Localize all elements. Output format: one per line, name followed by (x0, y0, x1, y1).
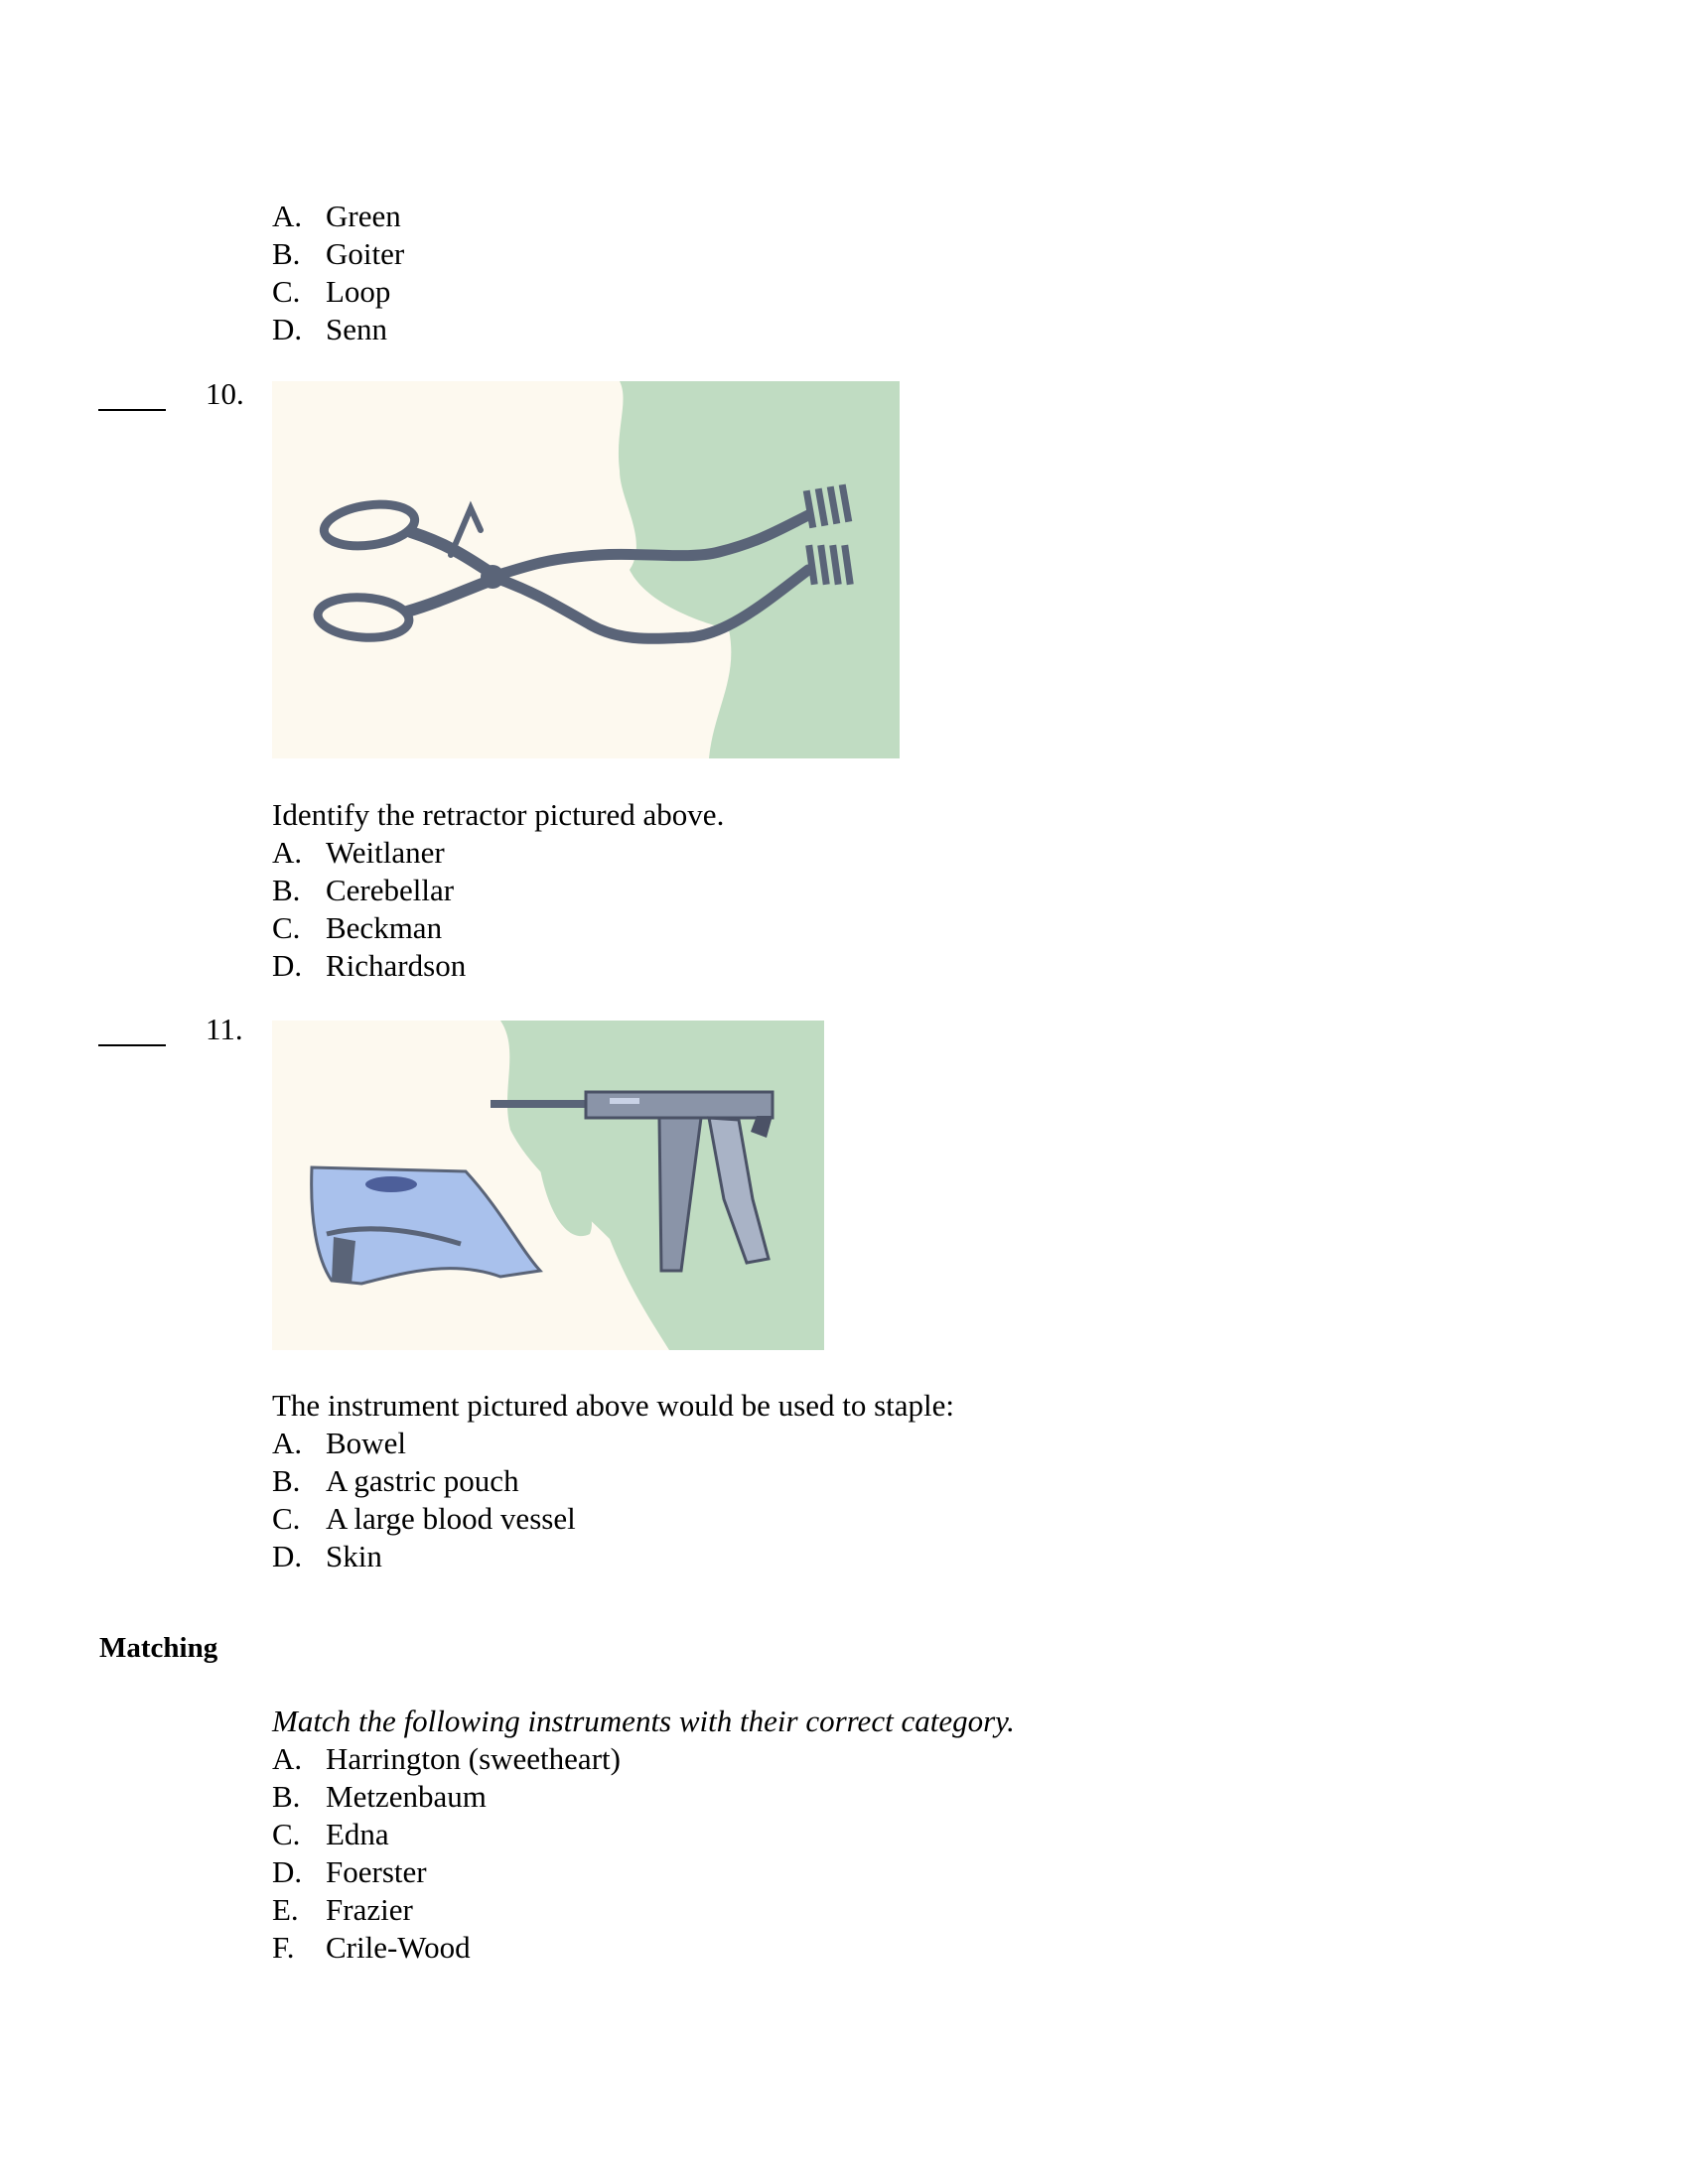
retractor-figure (272, 381, 900, 758)
stapler-figure (272, 1021, 824, 1350)
q9-option-a: A. Green (272, 199, 401, 233)
q9-option-b: B. Goiter (272, 236, 405, 271)
q10-option-b: B. Cerebellar (272, 873, 455, 907)
matching-option-e: E. Frazier (272, 1892, 413, 1927)
retractor-image (272, 381, 900, 758)
matching-instructions: Match the following instruments with their correct category. (272, 1704, 1015, 1738)
matching-heading: Matching (99, 1632, 218, 1664)
matching-option-d: D. Foerster (272, 1854, 427, 1889)
q11-option-a: A. Bowel (272, 1426, 406, 1460)
q11-option-d: D. Skin (272, 1539, 382, 1573)
question-number-10: 10. (206, 376, 244, 411)
q9-option-d: D. Senn (272, 312, 387, 346)
q11-option-c: C. A large blood vessel (272, 1501, 576, 1536)
matching-option-c: C. Edna (272, 1817, 389, 1851)
q10-option-c: C. Beckman (272, 910, 443, 945)
question-10-stem: Identify the retractor pictured above. (272, 797, 725, 832)
question-11-stem: The instrument pictured above would be used to staple: (272, 1388, 954, 1423)
q10-option-a: A. Weitlaner (272, 835, 445, 870)
matching-option-f: F. Crile-Wood (272, 1930, 471, 1965)
q10-option-d: D. Richardson (272, 948, 467, 983)
question-number-11: 11. (206, 1012, 243, 1046)
q11-option-b: B. A gastric pouch (272, 1463, 519, 1498)
q9-option-c: C. Loop (272, 274, 391, 309)
answer-blank-10[interactable] (98, 371, 166, 411)
stapler-image (272, 1021, 824, 1350)
answer-blank-11[interactable] (98, 1007, 166, 1046)
matching-option-a: A. Harrington (sweetheart) (272, 1741, 621, 1776)
matching-option-b: B. Metzenbaum (272, 1779, 487, 1814)
